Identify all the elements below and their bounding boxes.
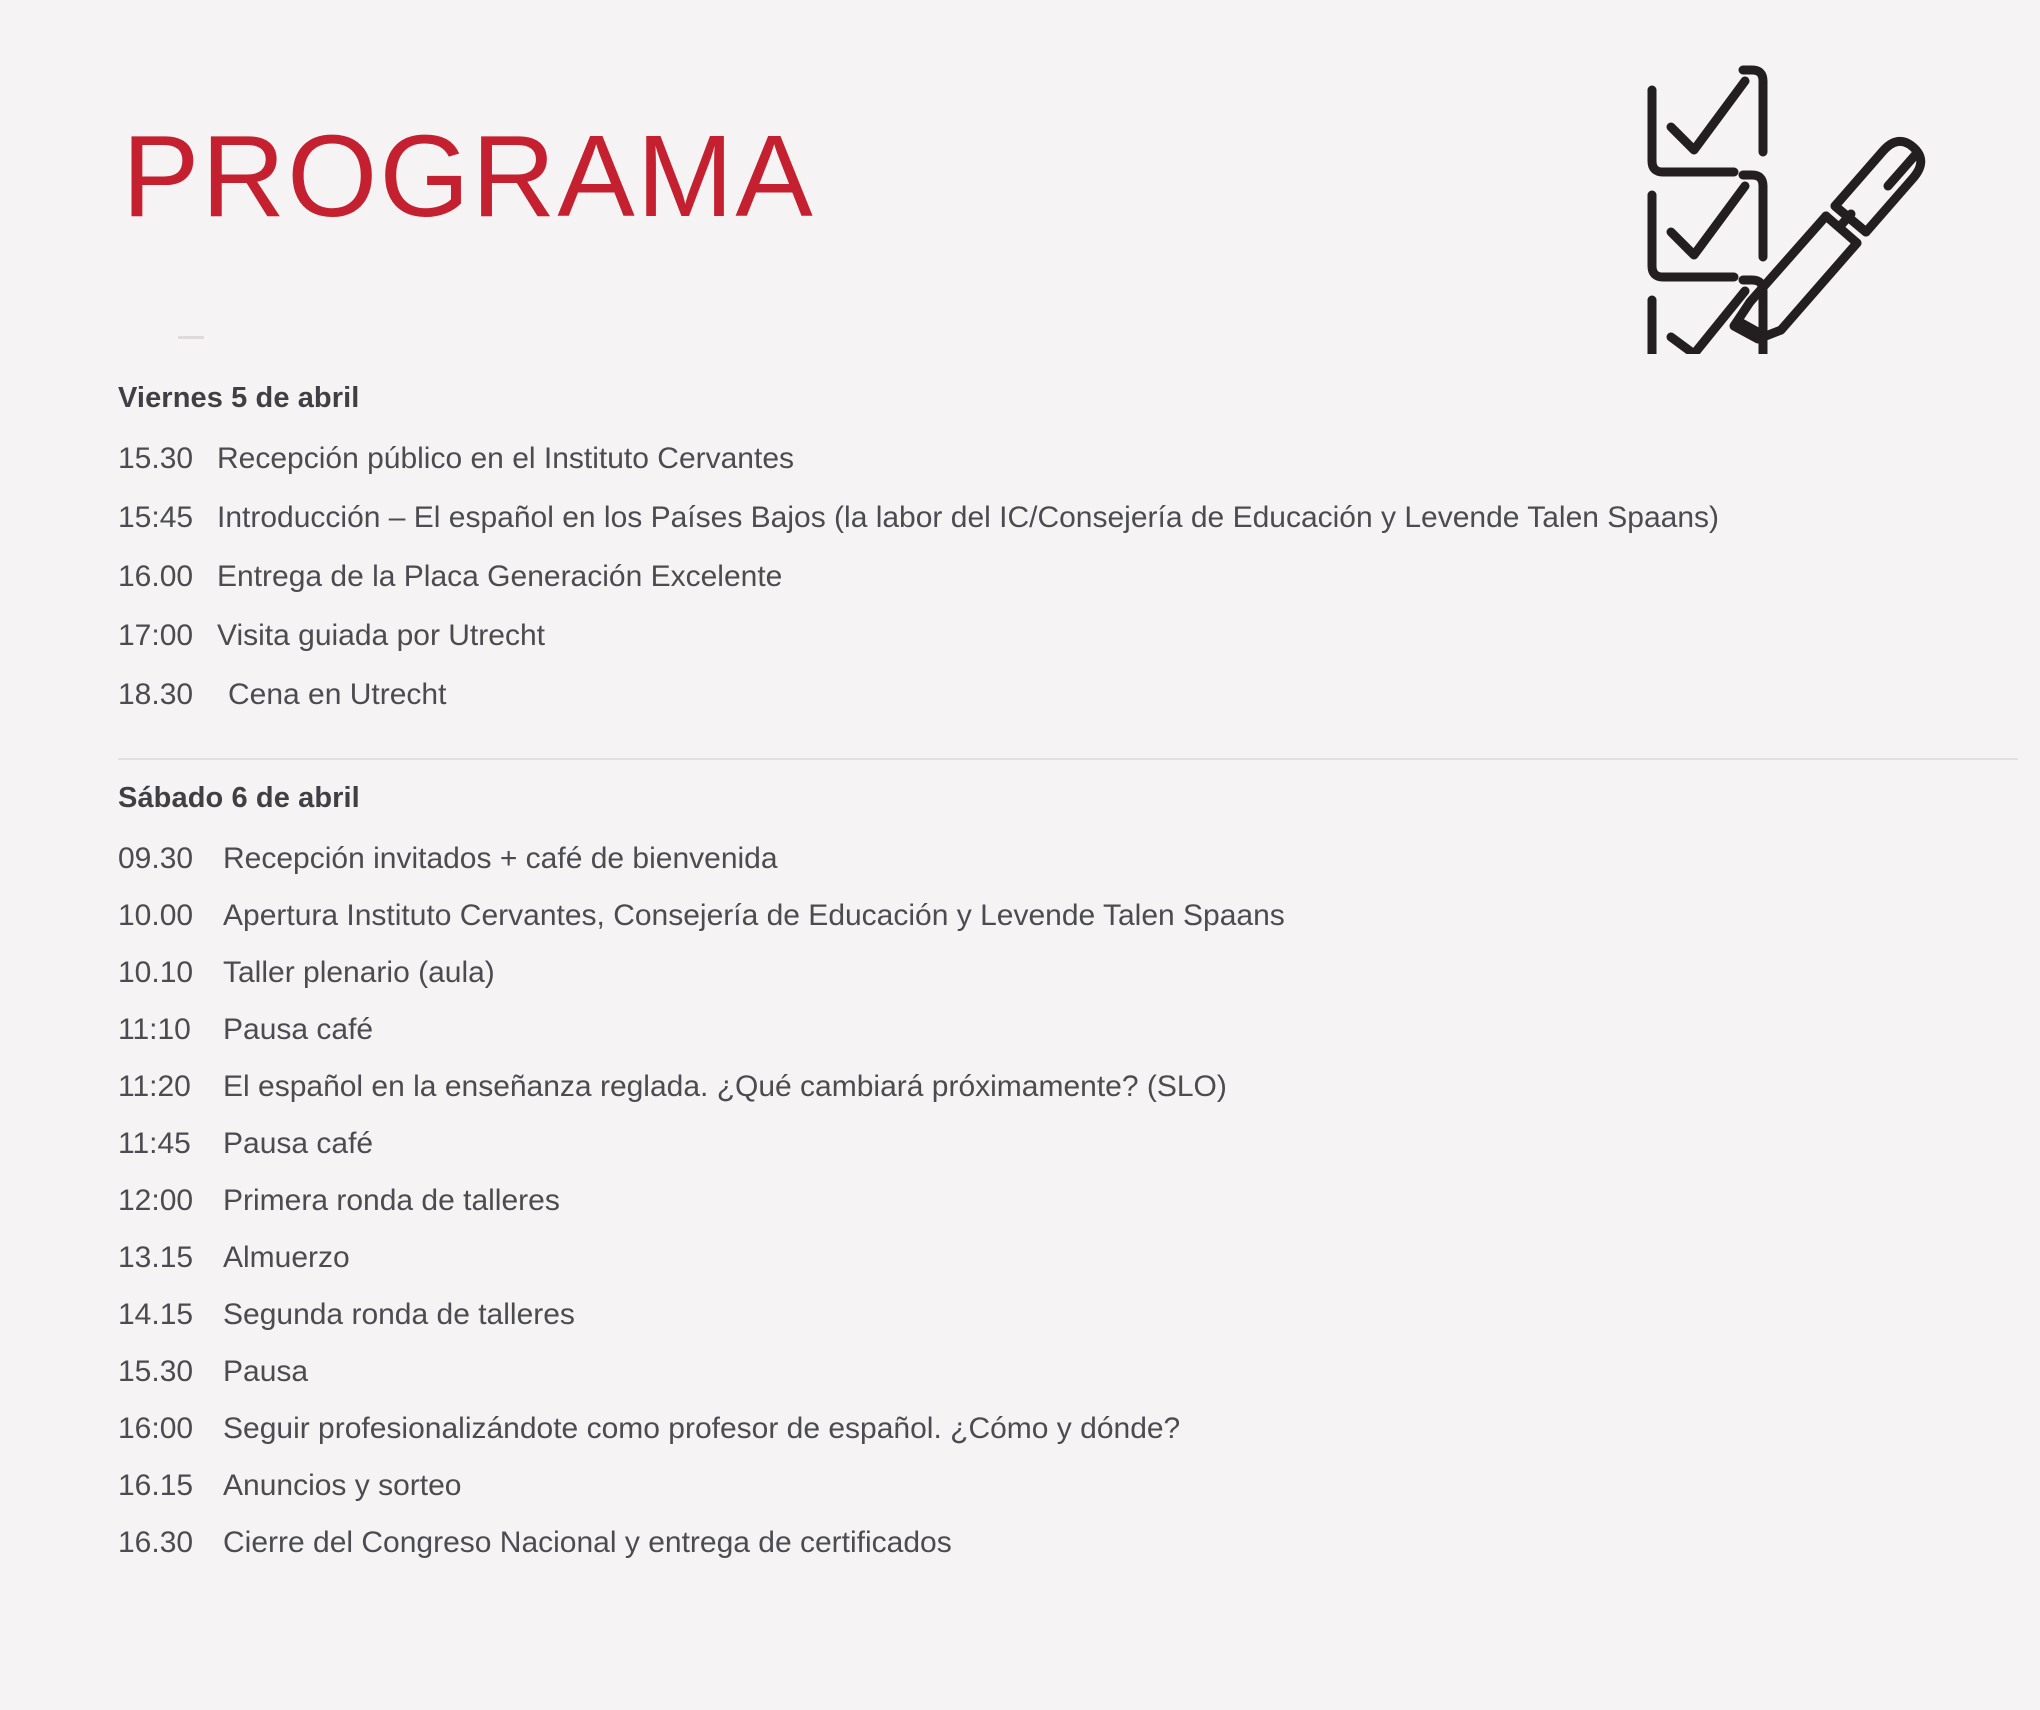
- schedule: [0, 370, 2040, 1558]
- schedule-list-friday: [0, 444, 2040, 710]
- day-heading-friday: Viernes 5 de abril: [118, 382, 360, 414]
- schedule-item: [0, 1072, 2040, 1102]
- schedule-item-time: 18.30: [118, 678, 194, 711]
- schedule-item-description: Segunda ronda de talleres: [223, 1298, 575, 1331]
- schedule-item: [0, 1414, 2040, 1444]
- schedule-item-description: Recepción invitados + café de bienvenida: [223, 842, 778, 875]
- schedule-item-description: Apertura Instituto Cervantes, Consejería de Educación y Levende Talen Spaans: [223, 899, 1285, 932]
- schedule-item-description: Pausa café: [223, 1127, 374, 1160]
- schedule-item-time: 10.00: [118, 899, 194, 932]
- schedule-item: [0, 1243, 2040, 1273]
- check-2-icon: [1671, 186, 1745, 255]
- schedule-item-description: Primera ronda de talleres: [223, 1184, 560, 1217]
- schedule-item-time: 12:00: [118, 1184, 194, 1217]
- schedule-item-time: 15.30: [118, 1355, 194, 1388]
- check-1-icon: [1671, 81, 1745, 150]
- checklist-with-pen-icon: [1630, 34, 1950, 354]
- schedule-item-description: Seguir profesionalizándote como profesor de español. ¿Cómo y dónde?: [223, 1412, 1181, 1445]
- checkbox-1-left-bottom: [1652, 90, 1734, 172]
- schedule-item: [0, 562, 2040, 592]
- schedule-item-description: Cierre del Congreso Nacional y entrega de certificados: [223, 1526, 952, 1559]
- schedule-item-time: 11:45: [118, 1127, 191, 1160]
- day-block-saturday: [0, 760, 2040, 1558]
- schedule-item-time: 17:00: [118, 619, 194, 652]
- schedule-item-description: Recepción público en el Instituto Cervantes: [217, 442, 795, 475]
- schedule-item-time: 16.30: [118, 1526, 194, 1559]
- day-block-friday: [0, 370, 2040, 710]
- schedule-item-time: 13.15: [118, 1241, 194, 1274]
- schedule-item-time: 15.30: [118, 442, 194, 475]
- schedule-item: [0, 621, 2040, 651]
- schedule-item-description: Visita guiada por Utrecht: [217, 619, 545, 652]
- schedule-item: [0, 444, 2040, 474]
- schedule-item: [0, 1471, 2040, 1501]
- checkbox-2-left-bottom: [1652, 195, 1734, 277]
- schedule-item-description: Introducción – El español en los Países Bajos (la labor del IC/Consejería de Educación y Levende Talen Spaans): [217, 501, 1720, 534]
- schedule-item-description: Almuerzo: [223, 1241, 350, 1274]
- schedule-item-time: 11:10: [118, 1013, 191, 1046]
- schedule-item-time: 10.10: [118, 956, 194, 989]
- schedule-item-time: 16.00: [118, 560, 194, 593]
- page-title: PROGRAMA: [122, 111, 815, 241]
- schedule-item-time: 16.15: [118, 1469, 194, 1502]
- schedule-item-time: 11:20: [118, 1070, 191, 1103]
- schedule-item: [0, 1015, 2040, 1045]
- schedule-item-description: Cena en Utrecht: [228, 678, 447, 711]
- schedule-item-time: 14.15: [118, 1298, 194, 1331]
- schedule-item-time: 15:45: [118, 501, 194, 534]
- schedule-item-description: Pausa café: [223, 1013, 374, 1046]
- schedule-item: [0, 901, 2040, 931]
- schedule-item: [0, 1357, 2040, 1387]
- schedule-item: [0, 1528, 2040, 1558]
- schedule-list-saturday: [0, 844, 2040, 1558]
- schedule-item-description: Anuncios y sorteo: [223, 1469, 462, 1502]
- schedule-item: [0, 680, 2040, 710]
- schedule-item: [0, 1300, 2040, 1330]
- schedule-item: [0, 844, 2040, 874]
- schedule-item-time: 16:00: [118, 1412, 194, 1445]
- page-header: [0, 0, 2040, 370]
- schedule-item: [0, 503, 2040, 533]
- schedule-item-description: Taller plenario (aula): [223, 956, 495, 989]
- schedule-item: [0, 1129, 2040, 1159]
- day-heading-saturday: Sábado 6 de abril: [118, 782, 360, 814]
- title-underline-artifact: [178, 336, 204, 339]
- schedule-item-description: Entrega de la Placa Generación Excelente: [217, 560, 783, 593]
- schedule-item-description: El español en la enseñanza reglada. ¿Qué cambiará próximamente? (SLO): [223, 1070, 1227, 1103]
- schedule-item-description: Pausa: [223, 1355, 309, 1388]
- schedule-item: [0, 958, 2040, 988]
- schedule-item-time: 09.30: [118, 842, 194, 875]
- schedule-item: [0, 1186, 2040, 1216]
